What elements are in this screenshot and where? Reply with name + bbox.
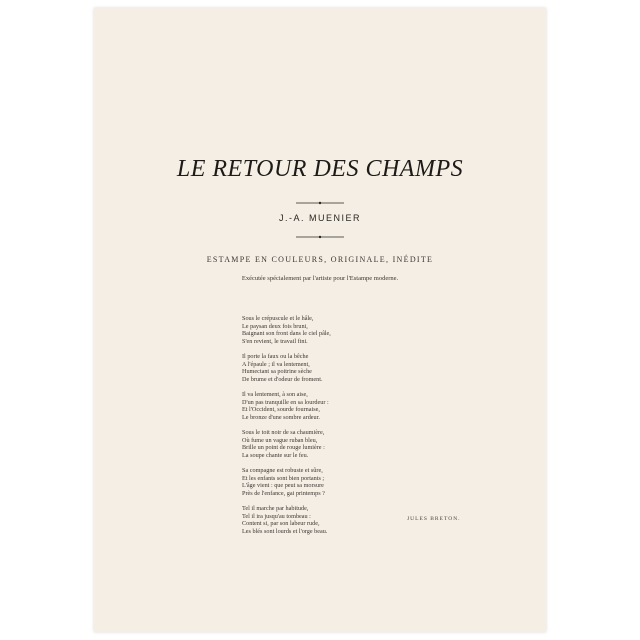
poem-line: Près de l'enfance, gai printemps ? (242, 490, 325, 498)
poem-line: Humectant sa poitrine sèche (242, 368, 312, 376)
poet-signature: JULES BRETON. (407, 516, 461, 522)
poem-stanza (242, 391, 442, 422)
poem-line: Tel il ira jusqu'au tombeau : (242, 512, 311, 520)
poem-line: L'âge vient : que peut sa morsure (242, 482, 324, 490)
poem-line: Tel il marche par habitude, (242, 505, 309, 512)
document-page (94, 8, 546, 632)
poem-line: Et les enfants sont bien portants ; (242, 474, 325, 482)
poem-line: De brume et d'odeur de froment. (242, 376, 323, 384)
poem-line: Sous le crépuscule et le hâle, (242, 315, 314, 322)
poem-stanza (242, 467, 442, 498)
poem-line: Le paysan deux fois bruni, (242, 322, 308, 330)
poem (242, 315, 442, 543)
poem-line: Il porte la faux ou la bêche (242, 353, 309, 360)
poem-line: Baignant son front dans le ciel pâle, (242, 330, 331, 338)
poem-line: Les blés sont lourds et l'orge beau. (242, 528, 328, 536)
ornament-divider-bottom (294, 235, 346, 239)
poem-line: S'en revient, le travail fini. (242, 338, 308, 346)
poem-stanza (242, 429, 442, 460)
poem-line: Brille un point de rouge lumière : (242, 444, 325, 452)
ornament-divider-top (294, 201, 346, 205)
poem-line: Il va lentement, à son aise, (242, 391, 308, 398)
poem-line: La soupe chante sur le feu. (242, 452, 309, 460)
poem-line: D'un pas tranquille en sa lourdeur : (242, 398, 329, 406)
print-subtitle: ESTAMPE EN COULEURS, ORIGINALE, INÉDITE (206, 255, 434, 264)
page-title: LE RETOUR DES CHAMPS (176, 156, 464, 182)
author-name: J.-A. MUENIER (278, 213, 361, 223)
poem-line: Sa compagne est robuste et sûre, (242, 467, 323, 474)
dedication-line: Exécutée spécialement par l'artiste pour l'Estampe moderne. (241, 275, 399, 282)
poem-line: A l'épaule ; il va lentement, (242, 360, 310, 368)
poem-line: Le bronze d'une sombre ardeur. (242, 414, 320, 422)
poem-line: Et l'Occident, sourde fournaise, (242, 406, 320, 414)
poem-stanza (242, 353, 442, 384)
poem-stanza (242, 315, 442, 346)
poem-line: Sous le toit noir de sa chaumière, (242, 429, 325, 436)
poem-line: Content si, par son labeur rude, (242, 520, 320, 528)
poem-line: Où fume un vague ruban bleu, (242, 436, 318, 444)
